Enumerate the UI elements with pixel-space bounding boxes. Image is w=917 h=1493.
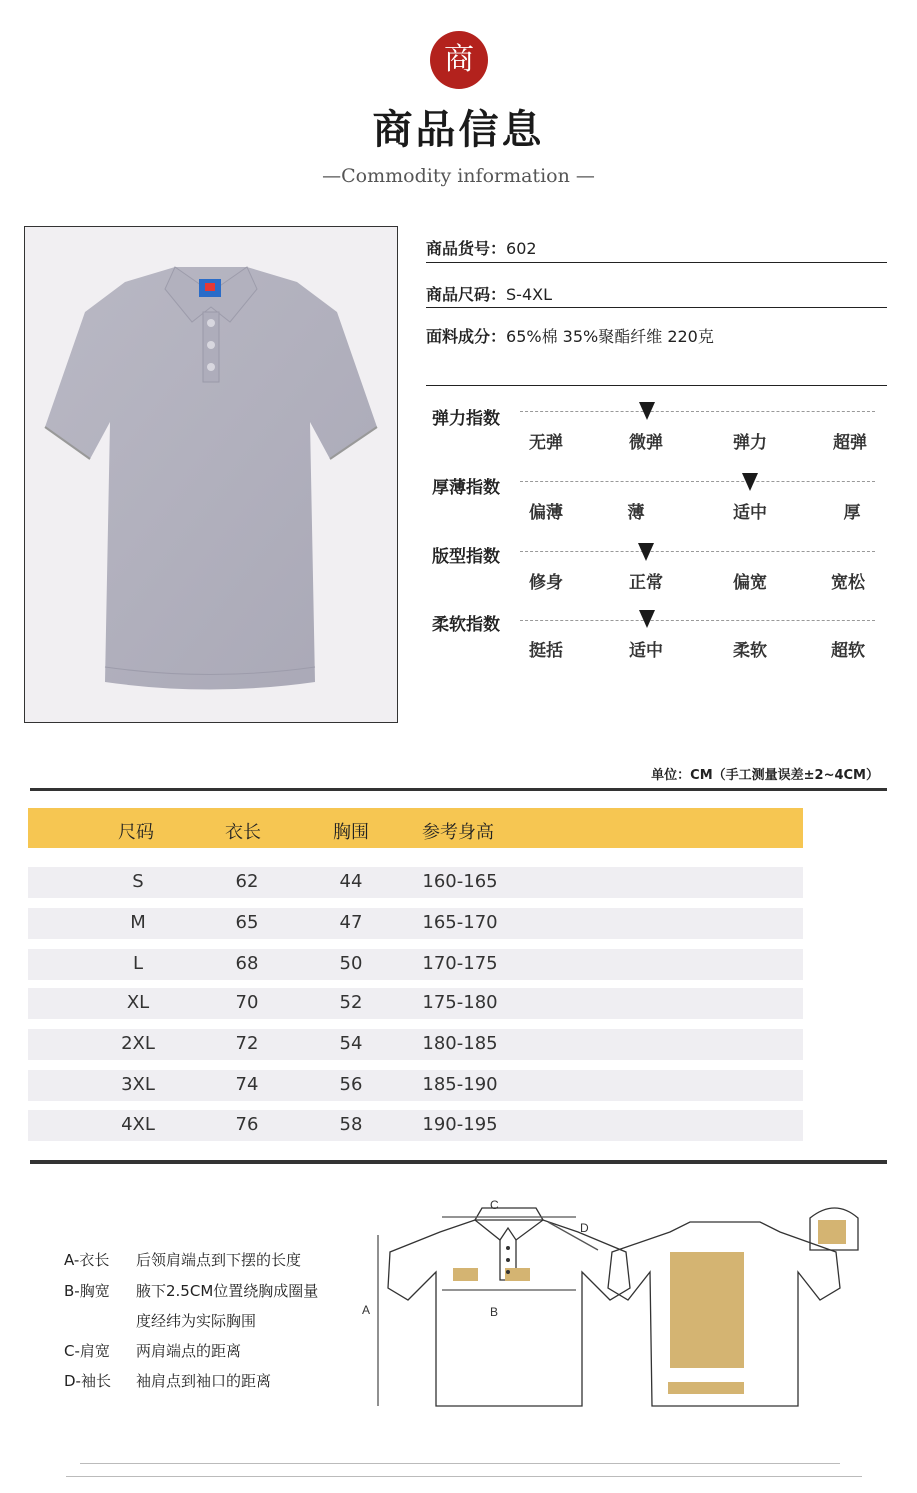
- legend-key: C-肩宽: [64, 1342, 110, 1360]
- info-item-fabric: [426, 324, 887, 347]
- table-bottom-rule: [30, 1160, 887, 1164]
- cell-length: 76: [235, 1114, 259, 1135]
- cell-chest: 50: [339, 953, 363, 974]
- footer-divider: [66, 1476, 862, 1477]
- index-option: 偏宽: [733, 573, 767, 593]
- print-area: [818, 1220, 846, 1244]
- index-option: 厚: [843, 503, 861, 523]
- cell-chest: 47: [339, 912, 363, 933]
- index-option: 超软: [831, 641, 865, 661]
- page-subtitle: —Commodity information —: [322, 165, 595, 187]
- index-scale: [520, 551, 875, 552]
- cell-height: 180-185: [422, 1033, 498, 1054]
- cell-height: 190-195: [422, 1114, 498, 1135]
- polo-shirt-image: [25, 227, 397, 722]
- column-header: 胸围: [333, 822, 369, 843]
- cell-length: 68: [235, 953, 259, 974]
- label-c: C: [490, 1198, 499, 1212]
- legend-key: B-胸宽: [64, 1282, 110, 1300]
- info-value: 602: [506, 239, 537, 258]
- legend-text: 腋下2.5CM位置绕胸成圈量: [136, 1282, 319, 1300]
- cell-length: 65: [235, 912, 259, 933]
- legend-text: 后领肩端点到下摆的长度: [136, 1251, 302, 1269]
- cell-size: 2XL: [121, 1033, 155, 1054]
- index-option: 超弹: [833, 433, 867, 453]
- selected-arrow-icon: [742, 473, 758, 491]
- info-item-size: [426, 282, 887, 305]
- print-area: [505, 1268, 530, 1281]
- print-area: [453, 1268, 478, 1281]
- header-badge: 商: [430, 31, 488, 89]
- index-option: 弹力: [733, 433, 767, 453]
- legend-key: A-衣长: [64, 1251, 110, 1269]
- label-b: B: [490, 1305, 499, 1319]
- index-option: 偏薄: [529, 503, 563, 523]
- index-option: 正常: [629, 573, 663, 593]
- index-option: 柔软: [733, 641, 767, 661]
- print-area: [668, 1382, 744, 1394]
- info-label: 面料成分：: [426, 327, 507, 346]
- cell-length: 72: [235, 1033, 259, 1054]
- cell-chest: 58: [339, 1114, 363, 1135]
- legend-text: 两肩端点的距离: [136, 1342, 242, 1360]
- selected-arrow-icon: [639, 610, 655, 628]
- info-value: 65%棉 35%聚酯纤维 220克: [506, 327, 714, 346]
- cell-length: 74: [235, 1074, 259, 1095]
- cell-chest: 54: [339, 1033, 363, 1054]
- index-option: 适中: [733, 503, 767, 523]
- cell-height: 185-190: [422, 1074, 498, 1095]
- cell-size: XL: [126, 992, 150, 1013]
- index-option: 无弹: [529, 433, 563, 453]
- measurement-diagram: [350, 1180, 890, 1420]
- cell-size: L: [132, 953, 144, 974]
- column-header: 尺码: [118, 822, 154, 843]
- index-option: 宽松: [831, 573, 865, 593]
- cell-chest: 52: [339, 992, 363, 1013]
- divider: [426, 262, 887, 263]
- cell-height: 160-165: [422, 871, 498, 892]
- cell-length: 70: [235, 992, 259, 1013]
- cell-height: 170-175: [422, 953, 498, 974]
- cell-height: 175-180: [422, 992, 498, 1013]
- footer-divider: [80, 1463, 840, 1464]
- index-option: 薄: [627, 503, 645, 523]
- index-scale: [520, 481, 875, 482]
- index-label: 柔软指数: [432, 615, 500, 635]
- index-label: 版型指数: [432, 547, 500, 567]
- cell-height: 165-170: [422, 912, 498, 933]
- info-label: 商品尺码：: [426, 285, 507, 304]
- column-header: 参考身高: [422, 822, 494, 843]
- legend-key: D-袖长: [64, 1372, 111, 1390]
- legend-text: 度经纬为实际胸围: [136, 1312, 257, 1330]
- cell-size: 4XL: [121, 1114, 155, 1135]
- label-d: D: [580, 1221, 589, 1235]
- index-scale: [520, 620, 875, 621]
- index-option: 微弹: [629, 433, 663, 453]
- unit-note: 单位：CM（手工测量误差±2~4CM）: [651, 768, 879, 783]
- selected-arrow-icon: [639, 402, 655, 420]
- cell-size: S: [132, 871, 144, 892]
- page-title: 商品信息: [372, 107, 545, 153]
- print-area: [670, 1252, 744, 1368]
- column-header: 衣长: [225, 822, 261, 843]
- info-label: 商品货号：: [426, 239, 507, 258]
- cell-chest: 44: [339, 871, 363, 892]
- index-scale: [520, 411, 875, 412]
- index-option: 挺括: [529, 641, 563, 661]
- product-photo: [24, 226, 398, 723]
- info-value: S-4XL: [506, 285, 552, 304]
- divider: [426, 307, 887, 308]
- legend-text: 袖肩点到袖口的距离: [136, 1372, 272, 1390]
- divider: [426, 385, 887, 386]
- cell-size: 3XL: [121, 1074, 155, 1095]
- label-a: A: [362, 1303, 371, 1317]
- index-option: 修身: [529, 573, 563, 593]
- selected-arrow-icon: [638, 543, 654, 561]
- index-option: 适中: [629, 641, 663, 661]
- index-label: 厚薄指数: [432, 478, 500, 498]
- cell-chest: 56: [339, 1074, 363, 1095]
- index-label: 弹力指数: [432, 409, 500, 429]
- cell-size: M: [130, 912, 146, 933]
- info-item-code: [426, 236, 887, 259]
- table-top-rule: [30, 788, 887, 791]
- cell-length: 62: [235, 871, 259, 892]
